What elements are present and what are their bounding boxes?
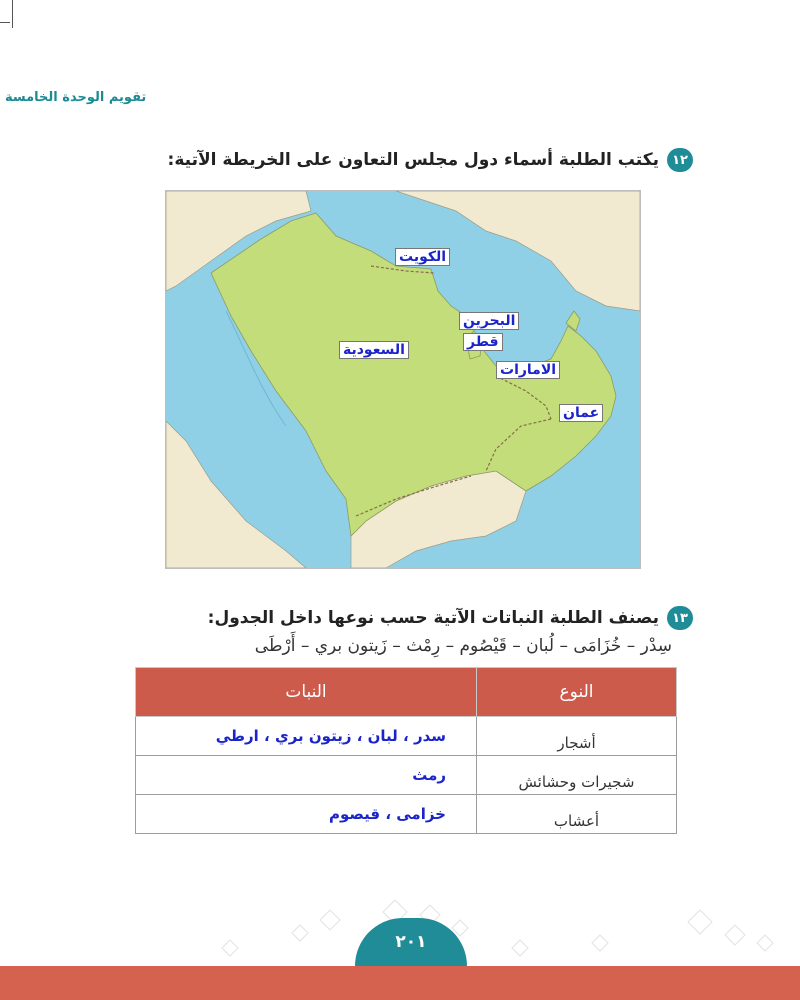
other-land-africa [166, 421, 306, 568]
header-type: النوع [477, 668, 677, 717]
type-cell: شجيرات وحشائش [477, 756, 677, 795]
unit-title: تقويم الوحدة الخامسة [5, 90, 147, 105]
map-label-uae: الامارات [496, 361, 560, 379]
type-cell: أعشاب [477, 795, 677, 834]
map-label-kuwait: الكويت [395, 248, 450, 266]
page-number: ٢٠١ [395, 932, 427, 952]
table-row [136, 756, 677, 795]
gcc-map [165, 190, 641, 569]
question-text: يكتب الطلبة أسماء دول مجلس التعاون على الخريطة الآتية: [167, 150, 659, 170]
map-label-oman: عمان [559, 404, 603, 422]
question-number-badge: ١٣ [667, 606, 693, 630]
plants-table [135, 667, 677, 834]
plants-answer-cell[interactable]: سدر ، لبان ، زيتون بري ، ارطي [136, 717, 477, 756]
question-12 [168, 148, 693, 172]
map-label-bahrain: البحرين [459, 312, 519, 330]
type-cell: أشجار [477, 717, 677, 756]
plants-list: سِدْر – خُزَامَى – لُبان – قَيْصُوم – رِمْث – زَيتون بري – أَرْطَى [254, 636, 672, 656]
plants-answer-cell[interactable]: خزامى ، قيصوم [136, 795, 477, 834]
table-row [136, 717, 677, 756]
map-label-saudi: السعودية [339, 341, 409, 359]
crop-mark [0, 22, 10, 23]
question-text: يصنف الطلبة النباتات الآتية حسب نوعها داخل الجدول: [207, 608, 659, 628]
question-number-badge: ١٢ [667, 148, 693, 172]
table-row [136, 795, 677, 834]
table-header-row [136, 668, 677, 717]
question-13 [208, 606, 693, 630]
crop-mark [12, 0, 13, 28]
footer-band [0, 966, 800, 1000]
header-plants: النبات [136, 668, 477, 717]
map-label-qatar: قطر [463, 333, 503, 351]
plants-answer-cell[interactable]: رمث [136, 756, 477, 795]
